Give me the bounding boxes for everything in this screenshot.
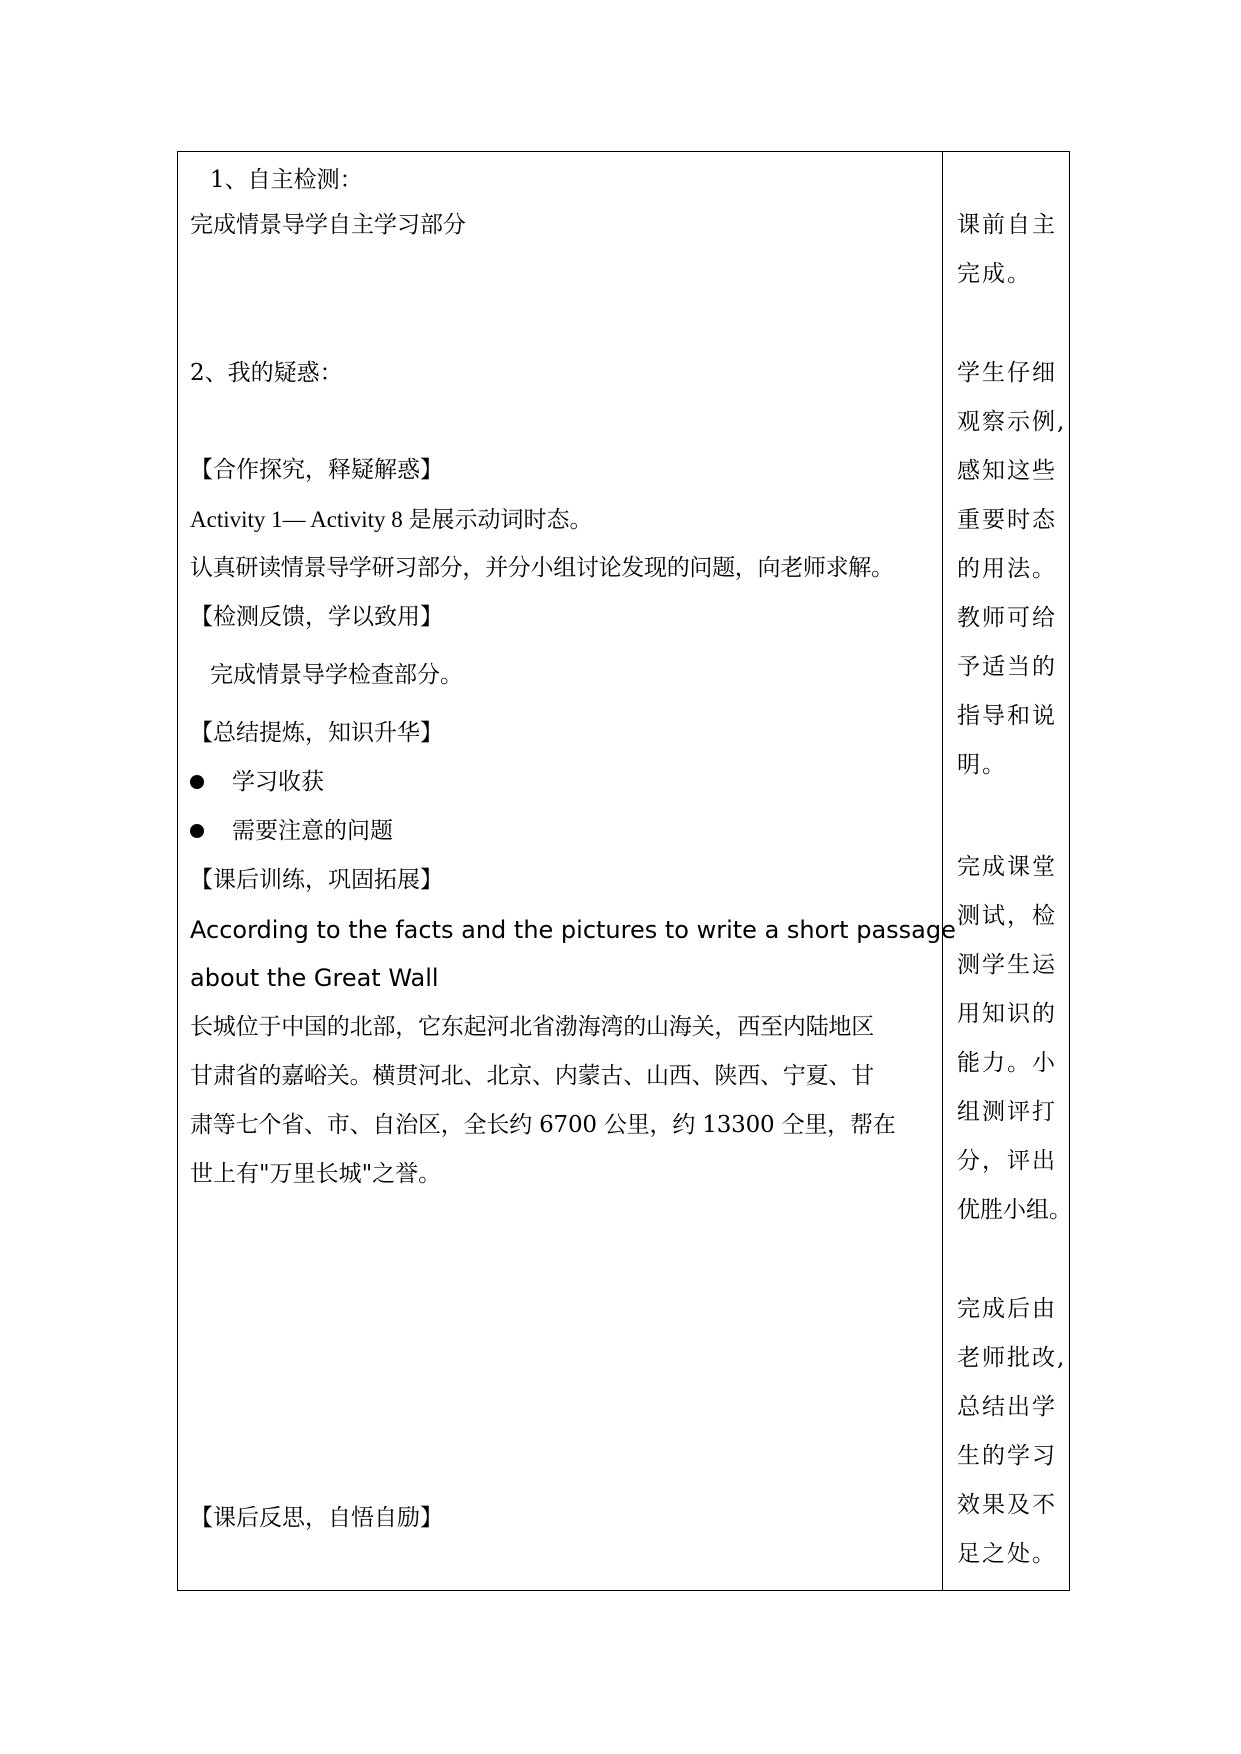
note-line: 课前自主 (957, 212, 1057, 238)
bullet-item-gains: 学习收获 (232, 769, 324, 795)
note-line: 教师可给 (957, 605, 1057, 631)
note-line: 用知识的 (957, 1001, 1057, 1027)
column-divider (942, 151, 943, 1591)
note-line: 优胜小组。 (957, 1197, 1072, 1223)
note-line: 明。 (957, 752, 1007, 778)
note-line: 组测评打 (957, 1099, 1057, 1125)
summary-heading: 【总结提炼，知识升华】 (190, 720, 443, 746)
reflection-heading: 【课后反思，自悟自励】 (190, 1505, 443, 1531)
passage-line: 甘肃省的嘉峪关。横贯河北、北京、内蒙古、山西、陕西、宁夏、甘 (190, 1063, 875, 1089)
note-line: 效果及不 (957, 1492, 1057, 1518)
note-line: 完成后由 (957, 1296, 1057, 1322)
note-line: 总结出学 (957, 1394, 1057, 1420)
passage-line: 世上有"万里长城"之誉。 (190, 1161, 442, 1187)
self-check-title: 1、自主检测： (210, 167, 363, 193)
note-line: 完成。 (957, 261, 1032, 287)
explore-heading: 【合作探究，释疑解惑】 (190, 457, 443, 483)
activity-line: Activity 1— Activity 8 是展示动词时态。 (190, 507, 593, 532)
self-check-text: 完成情景导学自主学习部分 (190, 212, 466, 238)
note-line: 感知这些 (957, 458, 1057, 484)
task-line-2: about the Great Wall (190, 964, 439, 992)
passage-line: 肃等七个省、市、自治区，全长约 6700 公里，约 13300 仝里，帮在 (190, 1112, 896, 1138)
task-line-1: According to the facts and the pictures to write a short passage (190, 916, 956, 944)
training-heading: 【课后训练，巩固拓展】 (190, 867, 443, 893)
note-line: 重要时态 (957, 507, 1057, 533)
note-line: 的用法。 (957, 556, 1057, 582)
doubts-title: 2、我的疑惑： (190, 360, 343, 386)
note-line: 老师批改, (957, 1345, 1067, 1371)
feedback-text: 完成情景导学检查部分。 (210, 662, 463, 688)
bullet-icon (190, 775, 204, 789)
note-line: 能力。小 (957, 1050, 1057, 1076)
note-line: 测学生运 (957, 952, 1057, 978)
note-line: 生的学习 (957, 1443, 1057, 1469)
feedback-heading: 【检测反馈，学以致用】 (190, 604, 443, 630)
note-line: 完成课堂 (957, 854, 1057, 880)
passage-line: 长城位于中国的北部，它东起河北省渤海湾的山海关，西至内陆地区 (190, 1014, 875, 1040)
note-line: 足之处。 (957, 1541, 1057, 1567)
note-line: 指导和说 (957, 703, 1057, 729)
note-line: 测试，检 (957, 903, 1057, 929)
bullet-icon (190, 824, 204, 838)
study-line: 认真研读情景导学研习部分，并分小组讨论发现的问题，向老师求解。 (190, 555, 894, 581)
note-line: 观察示例, (957, 409, 1067, 435)
note-line: 分，评出 (957, 1148, 1057, 1174)
note-line: 学生仔细 (957, 360, 1057, 386)
note-line: 予适当的 (957, 654, 1057, 680)
bullet-item-notes: 需要注意的问题 (232, 818, 393, 844)
